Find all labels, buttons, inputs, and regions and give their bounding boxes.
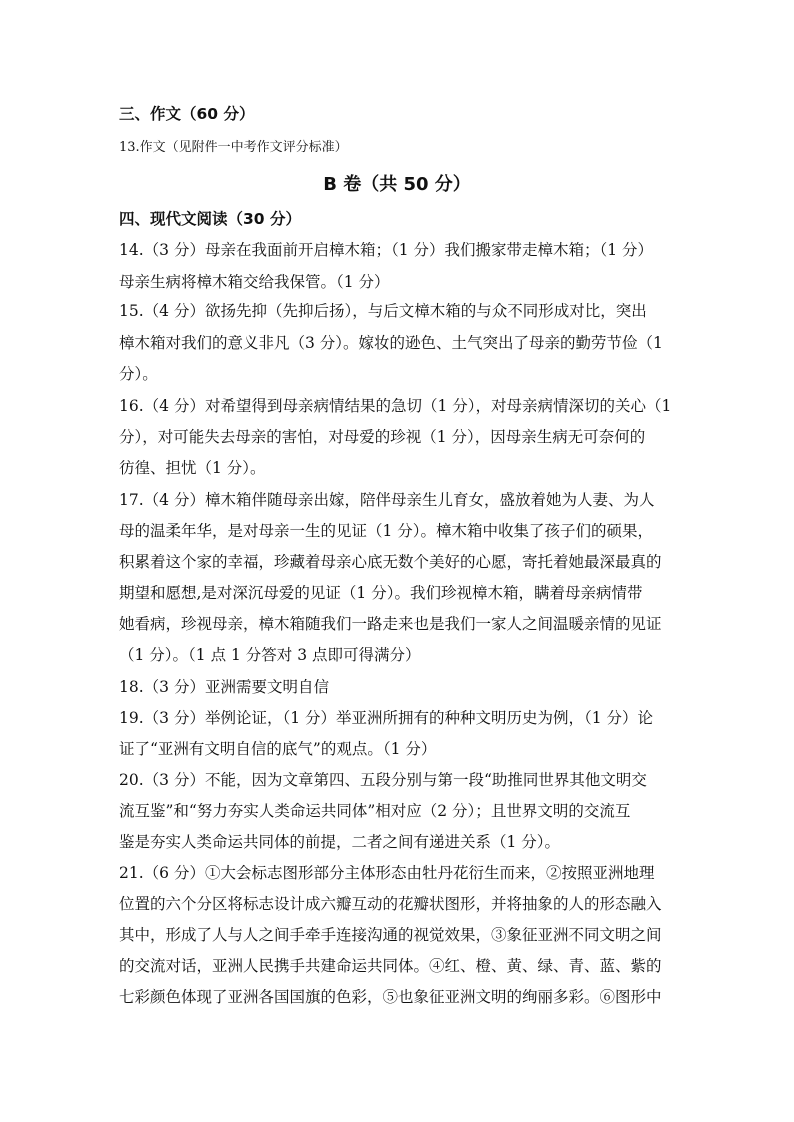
answer-line: 积累着这个家的幸福，珍藏着母亲心底无数个美好的心愿，寄托着她最深最真的 — [119, 553, 662, 571]
answer-line: 彷徨、担忧（1 分）。 — [119, 459, 266, 477]
answer-line: 位置的六个分区将标志设计成六瓣互动的花瓣状图形，并将抽象的人的形态融入 — [119, 895, 662, 913]
answer-line: 16.（4 分）对希望得到母亲病情结果的急切（1 分），对母亲病情深切的关心（1 — [119, 397, 672, 415]
answer-line: 期望和愿想,是对深沉母爱的见证（1 分）。我们珍视樟木箱，瞒着母亲病情带 — [119, 584, 643, 602]
answer-line: 七彩颜色体现了亚洲各国国旗的色彩，⑤也象征亚洲文明的绚丽多彩。⑥图形中 — [119, 988, 662, 1006]
section-4-heading: 四、现代文阅读（30 分） — [119, 210, 301, 228]
answer-line: 19.（3 分）举例论证，（1 分）举亚洲所拥有的种种文明历史为例，（1 分）论 — [119, 709, 654, 727]
answer-line: 她看病，珍视母亲，樟木箱随我们一路走来也是我们一家人之间温暖亲情的见证 — [119, 615, 662, 633]
question-13-answer: 13.作文（见附件一中考作文评分标准） — [119, 140, 348, 155]
answer-line: 母的温柔年华，是对母亲一生的见证（1 分）。樟木箱中收集了孩子们的硕果， — [119, 522, 654, 540]
answer-line: 的交流对话，亚洲人民携手共建命运共同体。④红、橙、黄、绿、青、蓝、紫的 — [119, 957, 662, 975]
answer-line: （1 分）。（1 点 1 分答对 3 点即可得满分） — [119, 646, 421, 664]
answer-line: 分）。 — [119, 365, 158, 383]
answer-line: 21.（6 分）①大会标志图形部分主体形态由牡丹花衍生而来，②按照亚洲地理 — [119, 864, 655, 882]
answer-line: 15.（4 分）欲扬先抑（先抑后扬），与后文樟木箱的与众不同形成对比，突出 — [119, 302, 647, 320]
answer-line: 20.（3 分）不能，因为文章第四、五段分别与第一段“助推同世界其他文明交 — [119, 771, 647, 789]
answer-line: 母亲生病将樟木箱交给我保管。（1 分） — [119, 273, 390, 291]
answer-line: 14.（3 分）母亲在我面前开启樟木箱；（1 分）我们搬家带走樟木箱；（1 分） — [119, 241, 654, 259]
answer-line: 证了“亚洲有文明自信的底气”的观点。（1 分） — [119, 740, 437, 758]
answer-line: 其中，形成了人与人之间手牵手连接沟通的视觉效果，③象征亚洲不同文明之间 — [119, 926, 662, 944]
answer-line: 17.（4 分）樟木箱伴随母亲出嫁，陪伴母亲生儿育女，盛放着她为人妻、为人 — [119, 491, 655, 509]
paper-b-title: B 卷（共 50 分） — [323, 174, 471, 195]
answer-line: 流互鉴”和“努力夯实人类命运共同体”相对应（2 分）；且世界文明的交流互 — [119, 802, 631, 820]
answer-line: 18.（3 分）亚洲需要文明自信 — [119, 678, 329, 696]
answer-line: 樟木箱对我们的意义非凡（3 分）。嫁妆的逊色、土气突出了母亲的勤劳节俭（1 — [119, 334, 663, 352]
section-3-heading: 三、作文（60 分） — [119, 105, 255, 123]
answer-line: 鉴是夯实人类命运共同体的前提，二者之间有递进关系（1 分）。 — [119, 833, 561, 851]
answer-line: 分），对可能失去母亲的害怕，对母爱的珍视（1 分），因母亲生病无可奈何的 — [119, 428, 646, 446]
